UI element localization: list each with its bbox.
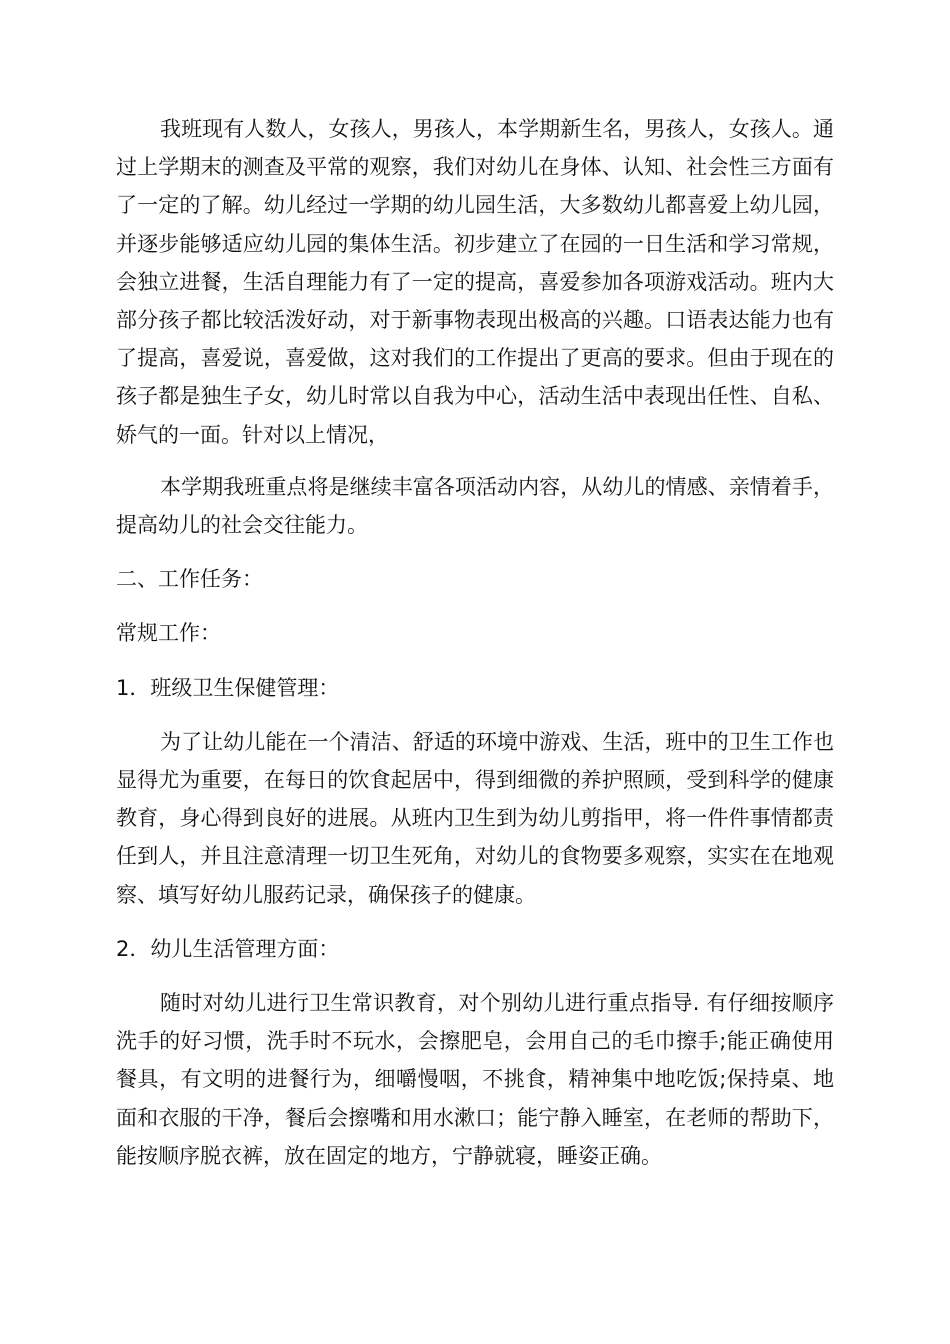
paragraph-life-details: 随时对幼儿进行卫生常识教育，对个别幼儿进行重点指导. 有仔细按顺序洗手的好习惯，洗手时不玩水，会擦肥皂，会用自己的毛巾擦手;能正确使用餐具，有文明的进餐行为，细嚼慢咽，不挑食，精神集中地吃饭;保持桌、地面和衣服的干净，餐后会擦嘴和用水漱口；能宁静入睡室，在老师的帮助下，能按顺序脱衣裤，放在固定的地方，宁静就寝，睡姿正确。 [116, 991, 834, 1168]
heading-hygiene-management: 1．班级卫生保健管理： [116, 675, 340, 700]
heading-routine-work: 常规工作： [116, 621, 221, 646]
document-page [116, 110, 834, 1175]
heading-work-tasks: 二、工作任务： [116, 567, 263, 592]
paragraph-hygiene-details: 为了让幼儿能在一个清洁、舒适的环境中游戏、生活，班中的卫生工作也显得尤为重要，在每日的饮食起居中，得到细微的养护照顾，受到科学的健康教育，身心得到良好的进展。从班内卫生到为幼儿剪指甲，将一件件事情都责任到人，并且注意清理一切卫生死角，对幼儿的食物要多观察，实实在在地观察、填写好幼儿服药记录，确保孩子的健康。 [116, 729, 834, 907]
paragraph-semester-focus: 本学期我班重点将是继续丰富各项活动内容，从幼儿的情感、亲情着手，提高幼儿的社会交往能力。 [116, 474, 834, 538]
paragraph-class-overview: 我班现有人数人，女孩人，男孩人，本学期新生名，男孩人，女孩人。通过上学期末的测查及平常的观察，我们对幼儿在身体、认知、社会性三方面有了一定的了解。幼儿经过一学期的幼儿园生活，大多数幼儿都喜爱上幼儿园，并逐步能够适应幼儿园的集体生活。初步建立了在园的一日生活和学习常规，会独立进餐，生活自理能力有了一定的提高，喜爱参加各项游戏活动。班内大部分孩子都比较活泼好动，对于新事物表现出极高的兴趣。口语表达能力也有了提高，喜爱说，喜爱做，这对我们的工作提出了更高的要求。但由于现在的孩子都是独生子女，幼儿时常以自我为中心，活动生活中表现出任性、自私、娇气的一面。针对以上情况， [116, 117, 834, 447]
heading-life-management: 2．幼儿生活管理方面： [116, 936, 340, 961]
